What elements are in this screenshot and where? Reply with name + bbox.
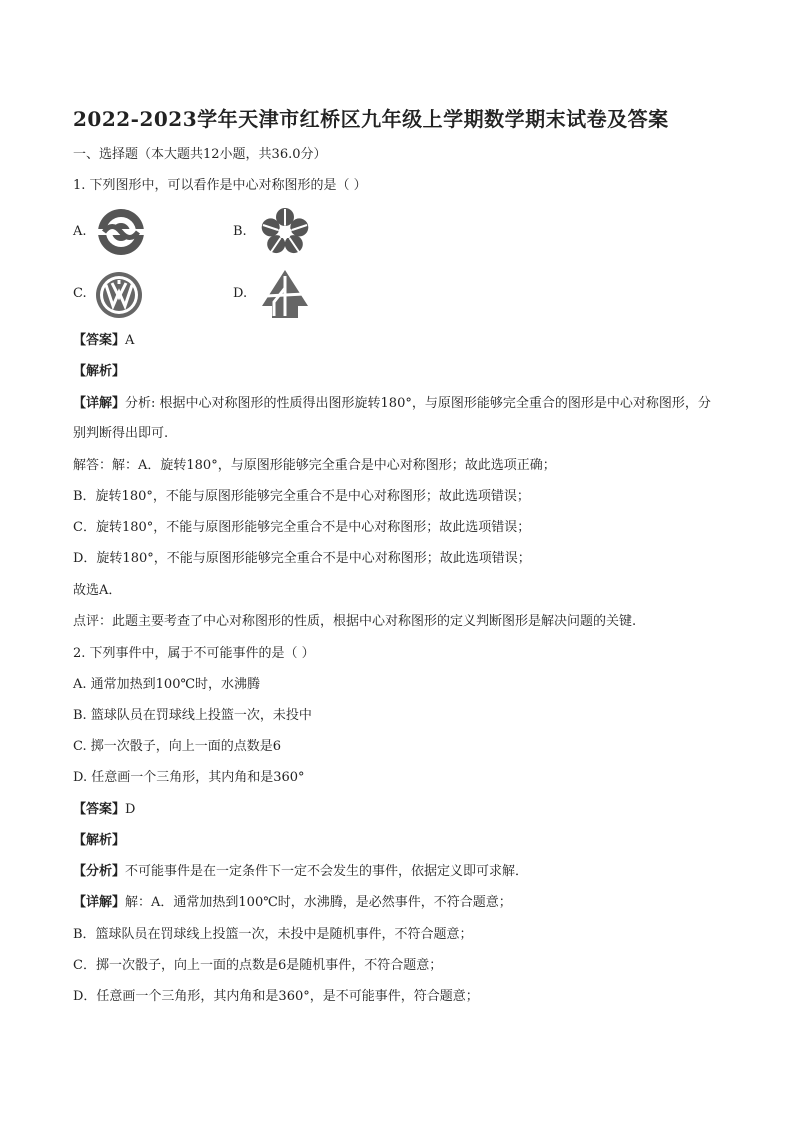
q2-detail — [73, 894, 512, 912]
q2-stem: 2. 下列事件中，属于不可能事件的是（ ） — [73, 646, 315, 661]
q1-stem: 1. 下列图形中，可以看作是中心对称图形的是（ ） — [73, 178, 367, 193]
volkswagen-logo-icon — [94, 270, 144, 320]
q2-option-d: D. 任意画一个三角形，其内角和是360° — [73, 770, 305, 785]
five-petal-flower-logo-icon — [260, 207, 310, 257]
q1-option-d-label: D. — [233, 286, 248, 301]
q1-line-4: D．旋转180°，不能与原图形能够完全重合不是中心对称图形；故此选项错误； — [73, 551, 531, 566]
q1-option-a-label: A. — [73, 224, 87, 239]
detail-tag: 【详解】 — [73, 895, 126, 910]
q2-line-1: B．篮球队员在罚球线上投篮一次，未投中是随机事件，不符合题意； — [73, 927, 473, 942]
concentric-swirl-logo-icon — [94, 207, 148, 257]
q1-answer — [73, 332, 134, 350]
q1-option-b-label: B. — [233, 224, 247, 239]
q1-line-5: 故选A． — [73, 583, 122, 598]
q1-option-c-label: C. — [73, 286, 87, 301]
q1-line-2: B．旋转180°，不能与原图形能够完全重合不是中心对称图形；故此选项错误； — [73, 489, 530, 504]
split-road-arrow-logo-icon — [260, 268, 310, 320]
q2-answer — [73, 801, 135, 819]
document-title: 2022-2023学年天津市红桥区九年级上学期数学期末试卷及答案 — [73, 107, 669, 131]
detail-tag: 【详解】 — [73, 396, 126, 411]
q2-option-a: A. 通常加热到100℃时，水沸腾 — [73, 677, 261, 692]
fenxi-text: 不可能事件是在一定条件下一定不会发生的事件，依据定义即可求解． — [125, 864, 529, 879]
q1-detail-paragraph — [73, 389, 723, 449]
q1-analysis-tag: 【解析】 — [73, 364, 126, 379]
q2-option-c: C. 掷一次骰子，向上一面的点数是6 — [73, 739, 282, 754]
q1-line-1: 解答：解：A．旋转180°，与原图形能够完全重合是中心对称图形；故此选项正确； — [73, 458, 556, 473]
fenxi-tag: 【分析】 — [73, 864, 126, 879]
answer-value: D — [125, 802, 136, 817]
answer-tag: 【答案】 — [73, 802, 126, 817]
answer-tag: 【答案】 — [73, 333, 126, 348]
answer-value: A — [125, 333, 135, 348]
q1-line-3: C．旋转180°，不能与原图形能够完全重合不是中心对称图形；故此选项错误； — [73, 520, 531, 535]
q2-fenxi — [73, 863, 528, 881]
q1-line-6: 点评：此题主要考查了中心对称图形的性质，根据中心对称图形的定义判断图形是解决问题的关键. — [73, 614, 637, 629]
q2-option-b: B. 篮球队员在罚球线上投篮一次，未投中 — [73, 708, 312, 723]
detail-text: 分析: 根据中心对称图形的性质得出图形旋转180°，与原图形能够完全重合的图形是中心对称图形，分别判断得出即可. — [73, 396, 711, 441]
q2-analysis-tag: 【解析】 — [73, 833, 126, 848]
detail-text: 解：A．通常加热到100℃时，水沸腾，是必然事件，不符合题意； — [125, 895, 512, 910]
section-heading: 一、选择题（本大题共12小题，共36.0分） — [73, 147, 327, 162]
q2-line-3: D．任意画一个三角形，其内角和是360°，是不可能事件，符合题意； — [73, 989, 479, 1004]
q2-line-2: C．掷一次骰子，向上一面的点数是6是随机事件，不符合题意； — [73, 958, 443, 973]
